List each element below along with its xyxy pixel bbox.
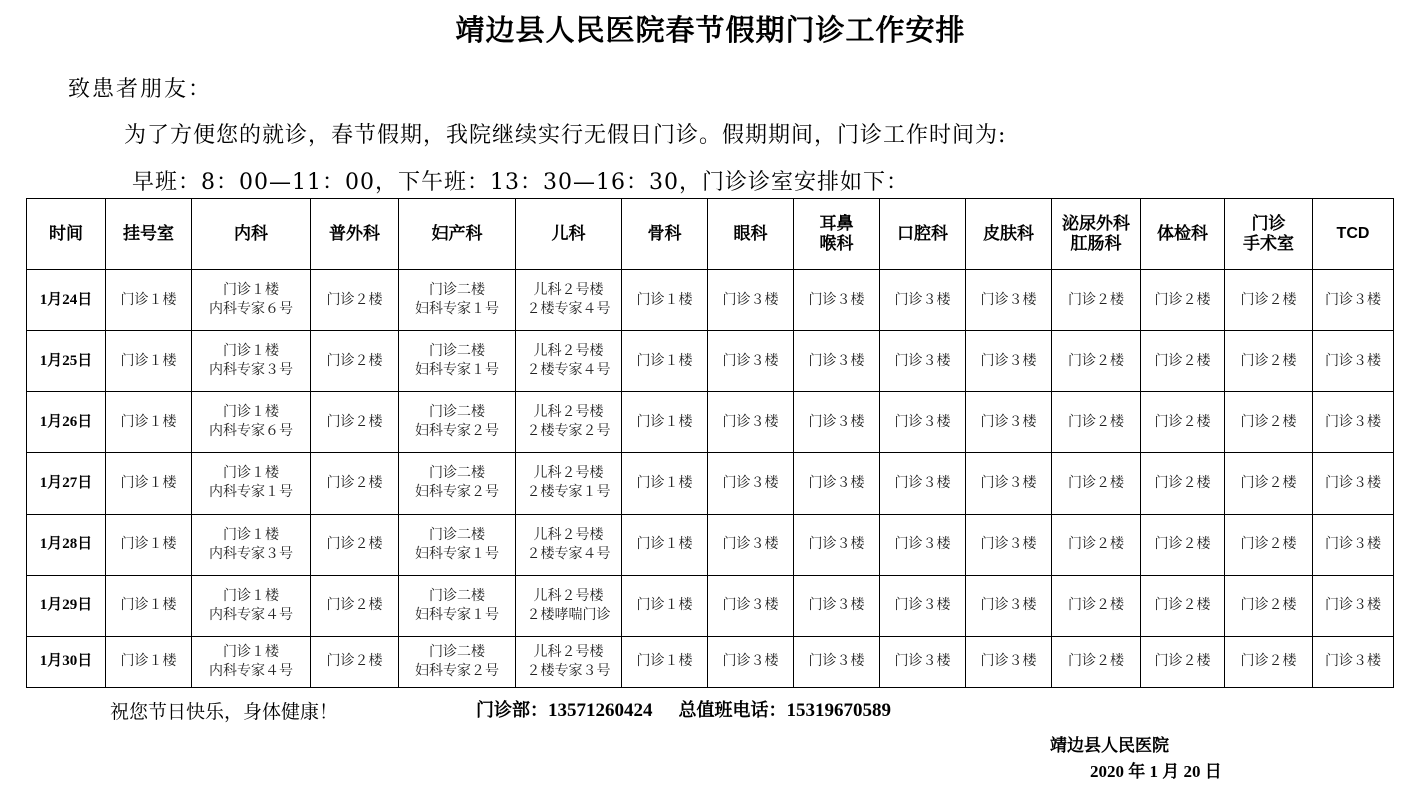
row-date: 1月24日 (27, 270, 106, 331)
cell-line: 门诊３楼 (980, 474, 1037, 491)
column-header (311, 199, 399, 270)
table-cell (1052, 453, 1141, 514)
page-title: 靖边县人民医院春节假期门诊工作安排 (455, 13, 966, 47)
cell-line: 门诊１楼 (636, 536, 693, 553)
cell-line: 门诊１楼 (223, 465, 279, 482)
column-header (399, 199, 516, 270)
holiday-wish: 祝您节日快乐，身体健康！ (110, 701, 339, 723)
table-cell (399, 270, 516, 331)
greeting: 致患者朋友： (68, 77, 213, 102)
clinic-phone: 13571260424 (548, 700, 653, 721)
cell-line: 门诊二楼 (429, 282, 485, 299)
table-cell (311, 636, 399, 687)
table-cell (516, 392, 622, 453)
table-cell (708, 636, 794, 687)
table-cell (106, 453, 192, 514)
table-cell (1052, 331, 1141, 392)
table-cell (880, 392, 966, 453)
cell-line: 门诊２楼 (1068, 474, 1124, 491)
table-cell (106, 636, 192, 687)
table-cell (399, 636, 516, 687)
cell-line: 内科专家４号 (209, 606, 293, 623)
table-cell (1052, 392, 1141, 453)
cell-line: 内科专家１号 (209, 484, 293, 501)
table-cell (1052, 636, 1141, 687)
column-header (27, 199, 106, 270)
column-header (794, 199, 880, 270)
table-cell (106, 514, 192, 575)
table-cell (192, 331, 311, 392)
cell-line: 门诊１楼 (120, 536, 177, 553)
table-cell (880, 514, 966, 575)
column-header-line: 骨科 (647, 224, 682, 244)
table-cell (192, 575, 311, 636)
cell-line: 门诊二楼 (429, 343, 485, 360)
table-cell (192, 514, 311, 575)
table-cell (192, 636, 311, 687)
cell-line: 门诊二楼 (429, 643, 485, 660)
intro-line-2: 早班：8：00—11：00，下午班：13：30—16：30，门诊诊室安排如下： (132, 170, 909, 195)
cell-line: 门诊２楼 (1068, 653, 1124, 670)
table-cell (880, 575, 966, 636)
table-cell (1141, 636, 1225, 687)
table-cell (399, 514, 516, 575)
table-cell (399, 453, 516, 514)
column-header-line: 肛肠科 (1070, 234, 1122, 254)
table-cell (399, 392, 516, 453)
table-cell (192, 453, 311, 514)
cell-line: 门诊二楼 (429, 465, 485, 482)
cell-line: 门诊３楼 (1325, 653, 1381, 670)
cell-line: 门诊１楼 (223, 282, 279, 299)
table-cell (1313, 636, 1394, 687)
table-cell (106, 270, 192, 331)
table-cell (1225, 453, 1313, 514)
table-cell (794, 392, 880, 453)
cell-line: 门诊２楼 (1154, 352, 1211, 369)
table-cell (966, 331, 1052, 392)
cell-line: 门诊２楼 (1068, 597, 1124, 614)
cell-line: 门诊２楼 (1240, 413, 1297, 430)
table-cell (622, 331, 708, 392)
table-cell (622, 453, 708, 514)
cell-line: 门诊２楼 (1240, 597, 1297, 614)
table-cell (399, 575, 516, 636)
table-row (27, 331, 1394, 392)
cell-line: 门诊二楼 (429, 404, 485, 421)
cell-line: 门诊２楼 (1068, 413, 1124, 430)
cell-line: 门诊２楼 (1068, 352, 1124, 369)
table-cell (1225, 331, 1313, 392)
column-header (1313, 199, 1394, 270)
cell-line: 门诊３楼 (894, 474, 951, 491)
table-cell (311, 270, 399, 331)
intro-line-1: 为了方便您的就诊，春节假期，我院继续实行无假日门诊。假期期间，门诊工作时间为: (124, 123, 1007, 148)
cell-line: 门诊３楼 (894, 653, 951, 670)
table-cell (966, 270, 1052, 331)
table-cell (516, 514, 622, 575)
column-header (1225, 199, 1313, 270)
cell-line: 门诊２楼 (1154, 597, 1211, 614)
cell-line: 门诊１楼 (120, 352, 177, 369)
table-cell (1141, 270, 1225, 331)
cell-line: 门诊２楼 (1240, 474, 1297, 491)
signature-date: 2020 年 1 月 20 日 (1090, 762, 1222, 781)
table-cell (880, 270, 966, 331)
cell-line: 妇科专家１号 (415, 362, 499, 379)
cell-line: 门诊２楼 (326, 474, 383, 491)
table-row (27, 575, 1394, 636)
cell-line: 内科专家３号 (209, 362, 293, 379)
cell-line: 门诊３楼 (722, 413, 779, 430)
contact-phones (476, 696, 917, 722)
cell-line: 门诊１楼 (120, 413, 177, 430)
cell-line: 门诊３楼 (980, 597, 1037, 614)
column-header-line: 体检科 (1157, 224, 1208, 244)
table-cell (516, 575, 622, 636)
cell-line: 门诊２楼 (1240, 536, 1297, 553)
cell-line: 门诊３楼 (1325, 597, 1381, 614)
table-cell (1141, 392, 1225, 453)
table-cell (708, 270, 794, 331)
table-cell (1225, 270, 1313, 331)
column-header-line: 皮肤科 (983, 224, 1034, 244)
table-cell (1313, 392, 1394, 453)
table-cell (311, 453, 399, 514)
cell-line: 门诊２楼 (326, 536, 383, 553)
cell-line: 门诊３楼 (722, 653, 779, 670)
cell-line: ２楼专家４号 (526, 301, 611, 318)
table-cell (516, 453, 622, 514)
column-header-line: 妇产科 (431, 224, 483, 244)
cell-line: 门诊３楼 (808, 291, 865, 308)
cell-line: 门诊２楼 (326, 352, 383, 369)
column-header-line: 儿科 (551, 224, 586, 244)
cell-line: 门诊１楼 (636, 291, 693, 308)
cell-line: 门诊１楼 (223, 526, 279, 543)
cell-line: 门诊１楼 (223, 643, 279, 660)
cell-line: 内科专家６号 (209, 423, 293, 440)
table-cell (794, 453, 880, 514)
cell-line: 妇科专家１号 (415, 301, 499, 318)
cell-line: 门诊３楼 (722, 597, 779, 614)
column-header (192, 199, 311, 270)
cell-line: 门诊２楼 (326, 413, 383, 430)
column-header (106, 199, 192, 270)
table-cell (1225, 636, 1313, 687)
cell-line: 门诊３楼 (894, 413, 951, 430)
table-cell (106, 331, 192, 392)
column-header-line: 挂号室 (123, 224, 174, 244)
table-cell (622, 636, 708, 687)
cell-line: 门诊３楼 (980, 536, 1037, 553)
cell-line: 门诊１楼 (636, 474, 693, 491)
column-header-line: 耳鼻 (819, 214, 854, 234)
cell-line: 门诊３楼 (894, 597, 951, 614)
table-cell (192, 270, 311, 331)
column-header-line: 眼科 (733, 224, 768, 244)
table-cell (966, 514, 1052, 575)
table-cell (516, 270, 622, 331)
row-date: 1月26日 (27, 392, 106, 453)
cell-line: 门诊２楼 (326, 653, 383, 670)
table-cell (1225, 514, 1313, 575)
cell-line: 门诊３楼 (808, 352, 865, 369)
cell-line: 妇科专家２号 (415, 662, 499, 679)
table-cell (880, 636, 966, 687)
cell-line: 门诊２楼 (1154, 536, 1211, 553)
cell-line: 门诊１楼 (120, 474, 177, 491)
table-cell (106, 575, 192, 636)
cell-line: 门诊２楼 (1240, 291, 1297, 308)
cell-line: 门诊１楼 (636, 597, 693, 614)
table-cell (1313, 270, 1394, 331)
cell-line: 妇科专家１号 (415, 545, 499, 562)
cell-line: 妇科专家２号 (415, 423, 499, 440)
column-header (516, 199, 622, 270)
table-cell (311, 392, 399, 453)
cell-line: 门诊３楼 (894, 291, 951, 308)
cell-line: ２楼哮喘门诊 (526, 606, 611, 623)
cell-line: 儿科２号楼 (533, 282, 604, 299)
table-cell (794, 636, 880, 687)
cell-line: 门诊３楼 (808, 536, 865, 553)
table-row (27, 270, 1394, 331)
cell-line: 门诊１楼 (636, 653, 693, 670)
column-header (708, 199, 794, 270)
cell-line: 门诊３楼 (1325, 536, 1381, 553)
table-cell (966, 392, 1052, 453)
cell-line: 门诊３楼 (980, 291, 1037, 308)
cell-line: 内科专家４号 (209, 662, 293, 679)
table-cell (794, 270, 880, 331)
column-header-line: TCD (1336, 225, 1370, 242)
cell-line: 门诊二楼 (429, 526, 485, 543)
table-cell (311, 514, 399, 575)
cell-line: ２楼专家４号 (526, 362, 611, 379)
cell-line: 门诊３楼 (808, 474, 865, 491)
cell-line: 门诊２楼 (1154, 474, 1211, 491)
column-header (1141, 199, 1225, 270)
column-header-line: 门诊 (1251, 214, 1286, 234)
cell-line: 门诊１楼 (223, 404, 279, 421)
cell-line: 门诊１楼 (223, 343, 279, 360)
cell-line: ２楼专家１号 (526, 484, 611, 501)
table-cell (708, 514, 794, 575)
cell-line: 门诊３楼 (980, 352, 1037, 369)
table-cell (1225, 392, 1313, 453)
table-cell (1052, 270, 1141, 331)
table-row (27, 453, 1394, 514)
column-header-line: 普外科 (329, 224, 380, 244)
row-date: 1月25日 (27, 331, 106, 392)
cell-line: 门诊１楼 (636, 413, 693, 430)
column-header (622, 199, 708, 270)
table-cell (708, 392, 794, 453)
table-cell (106, 392, 192, 453)
table-cell (1052, 514, 1141, 575)
table-cell (622, 392, 708, 453)
table-cell (1141, 331, 1225, 392)
table-cell (1225, 575, 1313, 636)
table-cell (192, 392, 311, 453)
cell-line: 门诊１楼 (120, 653, 177, 670)
cell-line: 门诊３楼 (894, 536, 951, 553)
cell-line: 门诊３楼 (980, 653, 1037, 670)
table-cell (516, 636, 622, 687)
cell-line: 儿科２号楼 (533, 526, 604, 543)
table-cell (880, 331, 966, 392)
cell-line: ２楼专家４号 (526, 545, 611, 562)
column-header-line: 泌尿外科 (1062, 214, 1130, 234)
cell-line: 儿科２号楼 (533, 643, 604, 660)
row-date: 1月27日 (27, 453, 106, 514)
table-cell (1313, 331, 1394, 392)
cell-line: 门诊２楼 (1154, 653, 1211, 670)
table-cell (516, 331, 622, 392)
table-cell (880, 453, 966, 514)
cell-line: 门诊３楼 (722, 291, 779, 308)
column-header-line: 时间 (49, 224, 83, 244)
table-body (27, 270, 1394, 688)
row-date: 1月28日 (27, 514, 106, 575)
cell-line: 门诊３楼 (894, 352, 951, 369)
table-cell (399, 331, 516, 392)
cell-line: 儿科２号楼 (533, 343, 604, 360)
cell-line: ２楼专家２号 (526, 423, 611, 440)
column-header (1052, 199, 1141, 270)
table-cell (1052, 575, 1141, 636)
table-cell (622, 575, 708, 636)
cell-line: 门诊２楼 (1240, 352, 1297, 369)
cell-line: 门诊２楼 (1154, 413, 1211, 430)
cell-line: 妇科专家２号 (415, 484, 499, 501)
table-cell (622, 270, 708, 331)
table-cell (708, 453, 794, 514)
cell-line: ２楼专家３号 (526, 662, 611, 679)
organization-signature: 靖边县人民医院 (1050, 736, 1169, 756)
row-date: 1月30日 (27, 636, 106, 687)
cell-line: 儿科２号楼 (533, 587, 604, 604)
table-cell (966, 575, 1052, 636)
cell-line: 门诊２楼 (326, 291, 383, 308)
cell-line: 门诊１楼 (120, 291, 177, 308)
cell-line: 妇科专家１号 (415, 606, 499, 623)
cell-line: 儿科２号楼 (533, 404, 604, 421)
table-cell (794, 514, 880, 575)
table-cell (1313, 453, 1394, 514)
row-date: 1月29日 (27, 575, 106, 636)
column-header (966, 199, 1052, 270)
column-header-line: 喉科 (819, 234, 854, 254)
cell-line: 门诊３楼 (722, 536, 779, 553)
table-row (27, 636, 1394, 687)
cell-line: 门诊２楼 (1068, 536, 1124, 553)
cell-line: 门诊３楼 (722, 352, 779, 369)
cell-line: 内科专家６号 (209, 301, 293, 318)
cell-line: 门诊３楼 (722, 474, 779, 491)
column-header-line: 口腔科 (897, 224, 948, 244)
cell-line: 门诊３楼 (980, 413, 1037, 430)
cell-line: 门诊２楼 (1068, 291, 1124, 308)
table-cell (1141, 453, 1225, 514)
table-cell (708, 331, 794, 392)
table-cell (708, 575, 794, 636)
table-cell (1141, 575, 1225, 636)
cell-line: 门诊２楼 (326, 597, 383, 614)
table-cell (622, 514, 708, 575)
column-header-line: 内科 (234, 224, 268, 244)
cell-line: 儿科２号楼 (533, 465, 604, 482)
clinic-phone-label: 门诊部： (476, 700, 548, 721)
cell-line: 门诊１楼 (223, 587, 279, 604)
cell-line: 门诊３楼 (808, 597, 865, 614)
schedule-table (26, 198, 1394, 688)
duty-phone: 15319670589 (786, 700, 891, 721)
table-row (27, 392, 1394, 453)
table-header-row (27, 199, 1394, 270)
cell-line: 门诊１楼 (636, 352, 693, 369)
cell-line: 门诊３楼 (1325, 352, 1381, 369)
column-header-line: 手术室 (1243, 234, 1294, 254)
cell-line: 门诊３楼 (1325, 413, 1381, 430)
column-header (880, 199, 966, 270)
table-cell (1141, 514, 1225, 575)
table-cell (1313, 514, 1394, 575)
cell-line: 门诊２楼 (1154, 291, 1211, 308)
cell-line: 门诊二楼 (429, 587, 485, 604)
table-cell (966, 636, 1052, 687)
cell-line: 门诊３楼 (1325, 474, 1381, 491)
cell-line: 门诊１楼 (120, 597, 177, 614)
table-cell (311, 331, 399, 392)
table-cell (794, 331, 880, 392)
cell-line: 门诊３楼 (808, 413, 865, 430)
table-row (27, 514, 1394, 575)
cell-line: 门诊３楼 (1325, 291, 1381, 308)
table-cell (1313, 575, 1394, 636)
cell-line: 门诊２楼 (1240, 653, 1297, 670)
table-cell (966, 453, 1052, 514)
table-cell (794, 575, 880, 636)
table-cell (311, 575, 399, 636)
duty-phone-label: 总值班电话： (678, 700, 787, 721)
cell-line: 门诊３楼 (808, 653, 865, 670)
cell-line: 内科专家３号 (209, 545, 293, 562)
